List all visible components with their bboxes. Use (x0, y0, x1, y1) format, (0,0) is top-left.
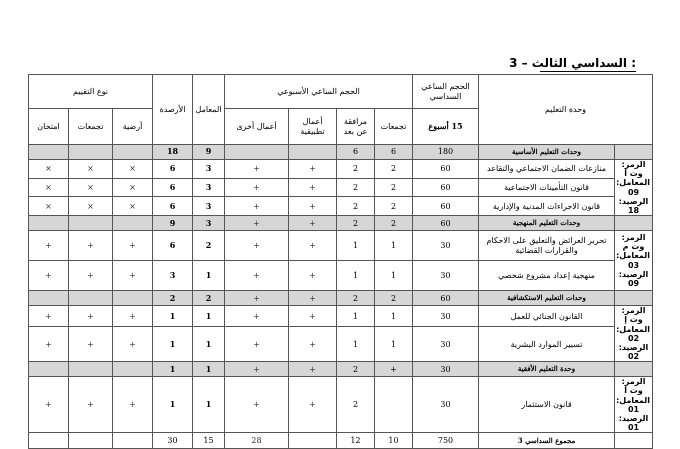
remote-cell: 2 (337, 160, 375, 179)
eval-platform-cell: + (113, 306, 153, 327)
practical-cell: + (289, 197, 337, 216)
eval-exam-cell: + (29, 327, 69, 362)
total-volume-cell: 750 (413, 433, 479, 449)
other-cell: + (225, 216, 289, 231)
volume-cell: 60 (413, 160, 479, 179)
coef-cell: 3 (193, 178, 225, 197)
title-underline (540, 71, 636, 72)
unit-code-line: الرصيد: 18 (618, 196, 649, 215)
header-weeks: 15 أسبوع (413, 109, 479, 145)
lectures-cell: 2 (375, 216, 413, 231)
subject-name: قانون التأمينات الاجتماعية (479, 178, 615, 197)
credits-cell: 6 (153, 231, 193, 261)
unit-group-header (29, 362, 653, 377)
eval-exam-cell: + (29, 231, 69, 261)
unit-group-name: وحدات التعليم المنهجية (479, 216, 615, 231)
remote-cell: 2 (337, 216, 375, 231)
total-remote-cell: 12 (337, 433, 375, 449)
unit-code-line: الرمز: وت م (621, 233, 646, 252)
header-credits: الأرصدة (153, 75, 193, 145)
other-cell: + (225, 327, 289, 362)
unit-code-line: المعامل: 03 (616, 251, 651, 270)
semester-title: 3 – السداسي الثالث : (509, 56, 636, 70)
unit-code-block (615, 377, 653, 433)
subject-name: قانون الاجراءات المدنية والإدارية (479, 197, 615, 216)
coef-cell: 2 (193, 291, 225, 306)
code-cell-empty (615, 362, 653, 377)
other-cell: + (225, 231, 289, 261)
table-row (29, 377, 653, 433)
total-lectures-cell: 10 (375, 433, 413, 449)
coef-cell: 3 (193, 216, 225, 231)
coef-cell: 2 (193, 231, 225, 261)
eval-platform-cell: × (113, 178, 153, 197)
lectures-cell: 1 (375, 306, 413, 327)
volume-cell: 60 (413, 178, 479, 197)
eval-exam-cell (29, 145, 69, 160)
other-cell: + (225, 306, 289, 327)
unit-code-line: المعامل: 09 (616, 178, 651, 197)
header-volume-sem: الحجم الساعي السداسي (413, 75, 479, 109)
eval-platform-cell: + (113, 377, 153, 433)
credits-cell: 2 (153, 291, 193, 306)
eval-meetings-cell (69, 433, 113, 449)
eval-exam-cell: + (29, 261, 69, 291)
credits-cell: 1 (153, 362, 193, 377)
credits-cell: 6 (153, 160, 193, 179)
code-cell-empty (615, 291, 653, 306)
other-cell: + (225, 160, 289, 179)
lectures-cell: 2 (375, 197, 413, 216)
unit-code-block (615, 160, 653, 216)
header-lectures: تجمعات (375, 109, 413, 145)
remote-cell: 2 (337, 362, 375, 377)
practical-cell (289, 145, 337, 160)
lectures-cell: 1 (375, 231, 413, 261)
other-cell (225, 145, 289, 160)
volume-cell: 30 (413, 377, 479, 433)
unit-code-line: الرمز: وت أ (621, 160, 646, 179)
eval-meetings-cell (69, 216, 113, 231)
eval-meetings-cell (69, 145, 113, 160)
practical-cell: + (289, 327, 337, 362)
volume-cell: 30 (413, 261, 479, 291)
table-row (29, 197, 653, 216)
volume-cell: 60 (413, 216, 479, 231)
unit-code-block (615, 306, 653, 362)
unit-code-block (615, 231, 653, 291)
lectures-cell: 6 (375, 145, 413, 160)
lectures-cell: 1 (375, 327, 413, 362)
unit-group-header (29, 216, 653, 231)
volume-cell: 30 (413, 327, 479, 362)
subject-name: تسيير الموارد البشرية (479, 327, 615, 362)
unit-code-line: الرمز: وت أ (621, 377, 646, 396)
header-practical: أعمال تطبيقية (289, 109, 337, 145)
coef-cell: 1 (193, 306, 225, 327)
credits-cell: 6 (153, 178, 193, 197)
practical-cell: + (289, 261, 337, 291)
lectures-cell: + (375, 362, 413, 377)
eval-meetings-cell: + (69, 261, 113, 291)
semester-table (28, 74, 653, 449)
total-practical-cell (289, 433, 337, 449)
eval-platform-cell (113, 362, 153, 377)
subject-name: قانون الاستثمار (479, 377, 615, 433)
coef-cell: 1 (193, 377, 225, 433)
eval-platform-cell: × (113, 197, 153, 216)
code-cell-empty (615, 145, 653, 160)
total-other-cell: 28 (225, 433, 289, 449)
subject-name: تحرير العرائض والتعليق على الاحكام والقرارات القضائية (479, 231, 615, 261)
table-row (29, 231, 653, 261)
volume-cell: 60 (413, 291, 479, 306)
practical-cell: + (289, 216, 337, 231)
unit-code-line: الرصيد: 02 (618, 342, 649, 362)
eval-exam-cell: + (29, 377, 69, 433)
subject-name: منازعات الضمان الاجتماعي والتقاعد (479, 160, 615, 179)
remote-cell: 6 (337, 145, 375, 160)
header-other: أعمال أخرى (225, 109, 289, 145)
remote-cell: 1 (337, 306, 375, 327)
eval-meetings-cell: + (69, 327, 113, 362)
remote-cell: 2 (337, 377, 375, 433)
remote-cell: 2 (337, 178, 375, 197)
eval-meetings-cell: × (69, 160, 113, 179)
eval-platform-cell (113, 145, 153, 160)
table-row (29, 327, 653, 362)
remote-cell: 1 (337, 261, 375, 291)
header-remote: مرافقة عن بعد (337, 109, 375, 145)
eval-platform-cell: + (113, 261, 153, 291)
unit-group-header (29, 145, 653, 160)
eval-exam-cell: + (29, 306, 69, 327)
credits-cell: 9 (153, 216, 193, 231)
coef-cell: 1 (193, 327, 225, 362)
eval-platform-cell: + (113, 231, 153, 261)
table-row (29, 261, 653, 291)
eval-exam-cell (29, 433, 69, 449)
practical-cell: + (289, 291, 337, 306)
eval-meetings-cell: + (69, 377, 113, 433)
other-cell: + (225, 261, 289, 291)
credits-cell: 6 (153, 197, 193, 216)
eval-platform-cell (113, 291, 153, 306)
eval-meetings-cell: × (69, 197, 113, 216)
code-cell-empty (615, 433, 653, 449)
unit-group-name: وحدات التعليم الأساسية (479, 145, 615, 160)
practical-cell: + (289, 377, 337, 433)
eval-exam-cell (29, 362, 69, 377)
practical-cell: + (289, 160, 337, 179)
total-label: مجموع السداسي 3 (479, 433, 615, 449)
remote-cell: 2 (337, 197, 375, 216)
lectures-cell: 2 (375, 178, 413, 197)
table-row (29, 306, 653, 327)
credits-cell: 1 (153, 377, 193, 433)
unit-code-line: الرصيد: 09 (618, 269, 649, 288)
header-platform: أرضية (113, 109, 153, 145)
other-cell: + (225, 178, 289, 197)
remote-cell: 2 (337, 291, 375, 306)
total-coef-cell: 15 (193, 433, 225, 449)
volume-cell: 180 (413, 145, 479, 160)
remote-cell: 1 (337, 327, 375, 362)
header-exam: امتحان (29, 109, 69, 145)
coef-cell: 3 (193, 197, 225, 216)
practical-cell: + (289, 178, 337, 197)
other-cell: + (225, 291, 289, 306)
eval-exam-cell: × (29, 178, 69, 197)
eval-meetings-cell: + (69, 231, 113, 261)
table-row (29, 160, 653, 179)
unit-code-line: المعامل: 01 (616, 395, 651, 414)
lectures-cell: 2 (375, 160, 413, 179)
unit-code-line: المعامل: 02 (616, 324, 651, 343)
eval-platform-cell: + (113, 327, 153, 362)
eval-platform-cell (113, 433, 153, 449)
header-eval: نوع التقييم (29, 75, 153, 109)
unit-code-line: الرمز: وت إ (621, 306, 646, 325)
volume-cell: 60 (413, 197, 479, 216)
subject-name: منهجية إعداد مشروع شخصي (479, 261, 615, 291)
other-cell: + (225, 197, 289, 216)
unit-group-name: وحدة التعليم الأفقية (479, 362, 615, 377)
lectures-cell: 2 (375, 291, 413, 306)
credits-cell: 3 (153, 261, 193, 291)
lectures-cell (375, 377, 413, 433)
coef-cell: 1 (193, 261, 225, 291)
code-cell-empty (615, 216, 653, 231)
total-credits-cell: 30 (153, 433, 193, 449)
header-volume-week: الحجم الساعي الأسبوعي (225, 75, 413, 109)
subject-name: القانون الجنائي للعمل (479, 306, 615, 327)
eval-exam-cell (29, 291, 69, 306)
eval-platform-cell (113, 216, 153, 231)
header-coef: المعامل (193, 75, 225, 145)
credits-cell: 1 (153, 327, 193, 362)
coef-cell: 1 (193, 362, 225, 377)
total-row (29, 433, 653, 449)
eval-exam-cell: × (29, 160, 69, 179)
remote-cell: 1 (337, 231, 375, 261)
eval-exam-cell: × (29, 197, 69, 216)
credits-cell: 18 (153, 145, 193, 160)
lectures-cell: 1 (375, 261, 413, 291)
table-row (29, 178, 653, 197)
other-cell: + (225, 377, 289, 433)
coef-cell: 9 (193, 145, 225, 160)
unit-code-line: الرصيد: 01 (618, 414, 649, 433)
unit-group-name: وحدات التعليم الاستكشافية (479, 291, 615, 306)
eval-meetings-cell (69, 291, 113, 306)
practical-cell: + (289, 362, 337, 377)
volume-cell: 30 (413, 231, 479, 261)
coef-cell: 3 (193, 160, 225, 179)
eval-exam-cell (29, 216, 69, 231)
eval-meetings-cell: × (69, 178, 113, 197)
other-cell: + (225, 362, 289, 377)
eval-meetings-cell: + (69, 306, 113, 327)
practical-cell: + (289, 306, 337, 327)
header-meetings: تجمعات (69, 109, 113, 145)
eval-meetings-cell (69, 362, 113, 377)
credits-cell: 1 (153, 306, 193, 327)
header-unit: وحدة التعليم (479, 75, 653, 145)
volume-cell: 30 (413, 362, 479, 377)
practical-cell: + (289, 231, 337, 261)
volume-cell: 30 (413, 306, 479, 327)
unit-group-header (29, 291, 653, 306)
eval-platform-cell: × (113, 160, 153, 179)
